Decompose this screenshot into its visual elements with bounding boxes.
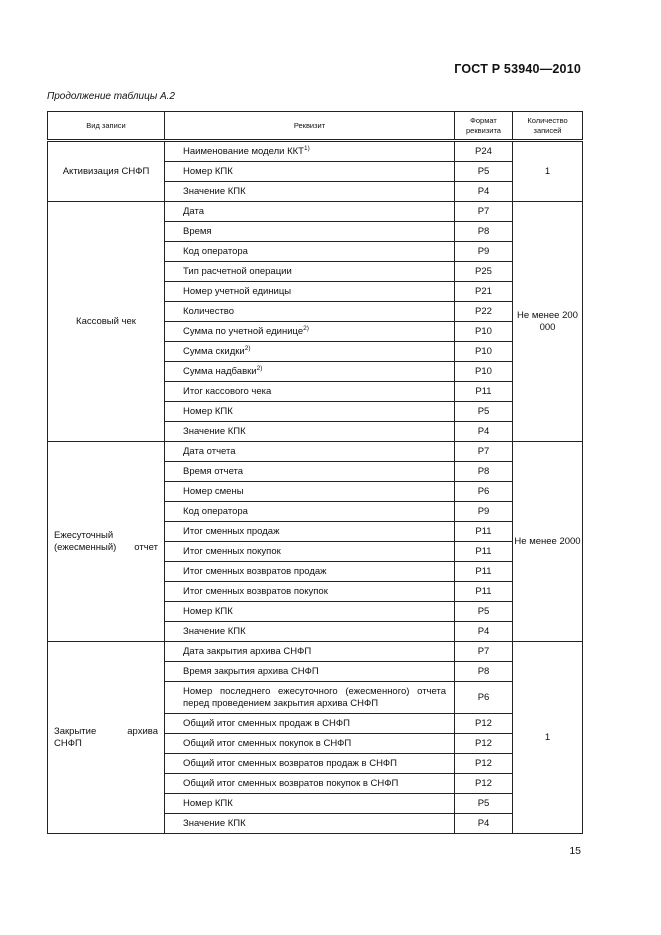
requisite-name: Номер КПК bbox=[183, 405, 233, 417]
requisite-cell bbox=[165, 734, 455, 754]
header-format: Формат реквизита bbox=[455, 112, 513, 141]
requisite-cell bbox=[165, 794, 455, 814]
record-count-cell: Не менее 2000 bbox=[513, 442, 583, 642]
format-cell: P24 bbox=[455, 141, 513, 162]
format-cell: P10 bbox=[455, 342, 513, 362]
record-count-cell: Не менее 200 000 bbox=[513, 202, 583, 442]
table-row bbox=[48, 141, 583, 162]
requisite-cell bbox=[165, 422, 455, 442]
requisite-name: Значение КПК bbox=[183, 425, 246, 437]
requisite-name: Итог сменных покупок bbox=[183, 545, 281, 557]
requisite-cell bbox=[165, 622, 455, 642]
requisite-name: Номер смены bbox=[183, 485, 244, 497]
requisite-name: Сумма надбавки bbox=[183, 365, 257, 377]
format-cell: P5 bbox=[455, 794, 513, 814]
table-row bbox=[48, 202, 583, 222]
header-record-type: Вид записи bbox=[48, 112, 165, 141]
format-cell: P6 bbox=[455, 682, 513, 714]
footnote-mark: 2) bbox=[303, 324, 309, 332]
requisite-name: Общий итог сменных покупок в СНФП bbox=[183, 737, 352, 749]
page-number: 15 bbox=[569, 845, 581, 857]
requisite-name: Код оператора bbox=[183, 505, 248, 517]
footnote-mark: 2) bbox=[256, 364, 263, 372]
requisite-name: Итог кассового чека bbox=[183, 385, 272, 397]
requisite-name: Сумма по учетной единице bbox=[183, 325, 304, 337]
format-cell: P6 bbox=[455, 482, 513, 502]
requisite-name: Дата отчета bbox=[183, 445, 236, 457]
record-count-cell: 1 bbox=[513, 141, 583, 202]
requisite-cell bbox=[165, 282, 455, 302]
format-cell: P12 bbox=[455, 714, 513, 734]
document-code: ГОСТ Р 53940—2010 bbox=[454, 62, 581, 76]
requisite-name: Номер КПК bbox=[183, 605, 233, 617]
requisite-cell bbox=[165, 322, 455, 342]
requisite-cell bbox=[165, 522, 455, 542]
format-cell: P11 bbox=[455, 542, 513, 562]
requisite-name: Сумма скидки bbox=[183, 345, 245, 357]
format-cell: P4 bbox=[455, 622, 513, 642]
requisite-cell bbox=[165, 602, 455, 622]
format-cell: P5 bbox=[455, 602, 513, 622]
requisite-name: Итог сменных возвратов продаж bbox=[183, 565, 327, 577]
requisite-cell bbox=[165, 562, 455, 582]
format-cell: P5 bbox=[455, 162, 513, 182]
table-row bbox=[48, 442, 583, 462]
requisite-name: Тип расчетной операции bbox=[183, 265, 292, 277]
requisite-cell bbox=[165, 462, 455, 482]
requisites-table bbox=[47, 111, 583, 834]
table-header-row bbox=[48, 112, 583, 141]
requisite-cell bbox=[165, 774, 455, 794]
table-caption: Продолжение таблицы А.2 bbox=[47, 91, 175, 102]
format-cell: P21 bbox=[455, 282, 513, 302]
format-cell: P12 bbox=[455, 754, 513, 774]
requisite-name: Общий итог сменных возвратов покупок в СНФП bbox=[183, 777, 399, 789]
requisite-name: Дата bbox=[183, 205, 205, 217]
format-cell: P7 bbox=[455, 642, 513, 662]
requisite-cell bbox=[165, 302, 455, 322]
requisite-name: Значение КПК bbox=[183, 625, 246, 637]
requisite-name: Время bbox=[183, 225, 212, 237]
requisite-cell bbox=[165, 542, 455, 562]
format-cell: P12 bbox=[455, 774, 513, 794]
requisite-name: Значение КПК bbox=[183, 817, 246, 829]
requisite-name: Значение КПК bbox=[183, 185, 246, 197]
requisite-cell bbox=[165, 202, 455, 222]
format-cell: P11 bbox=[455, 562, 513, 582]
record-type-cell: Кассовый чек bbox=[48, 202, 165, 442]
header-requisite: Реквизит bbox=[165, 112, 455, 141]
requisite-name: Общий итог сменных возвратов продаж в СНФП bbox=[183, 757, 397, 769]
requisite-cell bbox=[165, 754, 455, 774]
record-type-cell: Активизация СНФП bbox=[48, 141, 165, 202]
format-cell: P8 bbox=[455, 662, 513, 682]
format-cell: P8 bbox=[455, 222, 513, 242]
table-row bbox=[48, 642, 583, 662]
requisite-cell bbox=[165, 342, 455, 362]
requisite-cell bbox=[165, 162, 455, 182]
format-cell: P9 bbox=[455, 502, 513, 522]
format-cell: P7 bbox=[455, 202, 513, 222]
record-type-cell: Ежесуточный (ежесменный) отчет bbox=[48, 442, 165, 642]
requisite-name: Итог сменных возвратов покупок bbox=[183, 585, 328, 597]
format-cell: P7 bbox=[455, 442, 513, 462]
footnote-mark: 2) bbox=[244, 344, 251, 352]
requisite-name: Наименование модели ККТ bbox=[183, 145, 304, 157]
requisite-cell bbox=[165, 402, 455, 422]
format-cell: P4 bbox=[455, 814, 513, 834]
requisite-name: Номер КПК bbox=[183, 165, 233, 177]
requisite-cell bbox=[165, 442, 455, 462]
format-cell: P10 bbox=[455, 322, 513, 342]
requisite-cell bbox=[165, 714, 455, 734]
requisite-cell bbox=[165, 262, 455, 282]
requisite-cell bbox=[165, 482, 455, 502]
requisite-cell bbox=[165, 362, 455, 382]
format-cell: P11 bbox=[455, 582, 513, 602]
requisite-name: Номер КПК bbox=[183, 797, 233, 809]
format-cell: P5 bbox=[455, 402, 513, 422]
record-type-cell: Закрытие архива СНФП bbox=[48, 642, 165, 834]
format-cell: P4 bbox=[455, 422, 513, 442]
format-cell: P11 bbox=[455, 522, 513, 542]
format-cell: P11 bbox=[455, 382, 513, 402]
header-count: Количество записей bbox=[513, 112, 583, 141]
requisite-cell bbox=[165, 642, 455, 662]
footnote-mark: 1) bbox=[303, 144, 310, 152]
requisite-cell bbox=[165, 662, 455, 682]
requisite-cell bbox=[165, 502, 455, 522]
requisite-name: Код оператора bbox=[183, 245, 248, 257]
format-cell: P12 bbox=[455, 734, 513, 754]
requisite-cell bbox=[165, 182, 455, 202]
record-count-cell: 1 bbox=[513, 642, 583, 834]
requisite-name: Итог сменных продаж bbox=[183, 525, 280, 537]
format-cell: P8 bbox=[455, 462, 513, 482]
requisite-cell bbox=[165, 682, 455, 714]
requisite-cell bbox=[165, 242, 455, 262]
requisite-name: Номер последнего ежесуточного (ежесменного) отчета перед проведением закрытия архива СНФП bbox=[183, 685, 446, 709]
requisite-cell bbox=[165, 814, 455, 834]
requisite-name: Количество bbox=[183, 305, 235, 317]
format-cell: P9 bbox=[455, 242, 513, 262]
requisite-cell bbox=[165, 582, 455, 602]
format-cell: P25 bbox=[455, 262, 513, 282]
requisite-name: Общий итог сменных продаж в СНФП bbox=[183, 717, 350, 729]
requisite-cell bbox=[165, 222, 455, 242]
format-cell: P22 bbox=[455, 302, 513, 322]
requisite-name: Дата закрытия архива СНФП bbox=[183, 645, 312, 657]
format-cell: P4 bbox=[455, 182, 513, 202]
requisite-name: Номер учетной единицы bbox=[183, 285, 292, 297]
requisite-cell bbox=[165, 141, 455, 162]
requisite-name: Время отчета bbox=[183, 465, 244, 477]
requisite-name: Время закрытия архива СНФП bbox=[183, 665, 319, 677]
format-cell: P10 bbox=[455, 362, 513, 382]
requisite-cell bbox=[165, 382, 455, 402]
